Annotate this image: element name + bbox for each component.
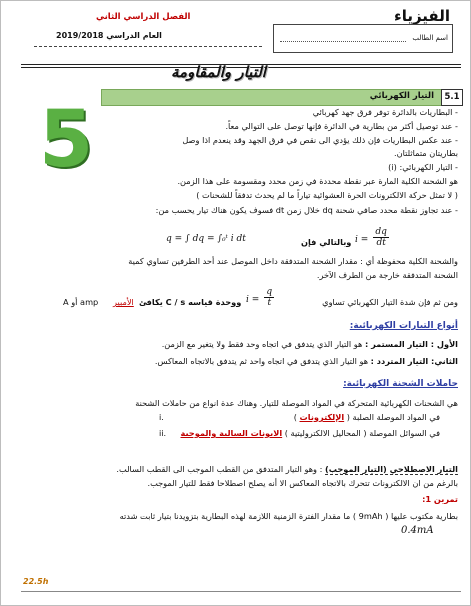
carrier-ii-num: ii. bbox=[159, 428, 167, 438]
ac-row bbox=[155, 356, 458, 366]
section-title: التيار الكهربائي bbox=[369, 91, 434, 101]
ampere-symbol: A أو amp bbox=[63, 297, 99, 307]
conventional-text2: بالرغم من ان الالكترونات تتحرك بالاتجاه المعاكس الا أنه يصلح اصطلاحا فقط للتيار الموجب. bbox=[147, 478, 458, 488]
ac-label: الثاني: التيار المتردد : bbox=[370, 356, 458, 366]
average-current-formula bbox=[246, 287, 274, 308]
carrier-ii-highlight: الايونات السالبة والموجبة bbox=[180, 428, 283, 438]
line-4: بطاريتان متماثلتان. bbox=[394, 148, 458, 158]
current-definition-formula bbox=[355, 227, 389, 248]
line-1: - البطاريات بالدائرة توفر فرق جهد كهربائي bbox=[312, 107, 458, 117]
chapter-title: التيار والمقاومة bbox=[171, 63, 266, 81]
line-10: والشحنة الكلية محفوظة أي : مقدار الشحنة المتدفقة داخل الموصل عند أحد الطرفين تساوي كمية bbox=[128, 256, 458, 266]
fraction-denominator: dt bbox=[376, 238, 386, 248]
current-fraction bbox=[373, 227, 389, 248]
avg-fraction bbox=[264, 287, 274, 308]
carrier-i-close: ) bbox=[293, 412, 297, 422]
carrier-ii-text: في السوائل الموصلة ( المحاليل الالكتروليتية ) bbox=[284, 428, 440, 438]
carrier-ii bbox=[181, 428, 441, 438]
student-name-label: اسم الطالب bbox=[412, 34, 448, 42]
avg-lhs: i = bbox=[246, 295, 260, 305]
carrier-i-num: i. bbox=[159, 412, 164, 422]
carrier-i-text: في المواد الموصلة الصلبة ( bbox=[346, 412, 440, 422]
ampere-word: الأمبير bbox=[113, 297, 134, 307]
line-11: الشحنة المتدفقة خارجة من الطرف الآخر. bbox=[316, 270, 458, 280]
carriers-intro: هي الشحنات الكهربائية المتحركة في المواد الموصلة للتيار. وهناك عدة انواع من حاملات الشحنة bbox=[135, 398, 458, 408]
line-5: - التيار الكهربائي: (i) bbox=[388, 162, 458, 172]
line-8: - عند تجاوز نقطة محدد صافي شحنة dq خلال زمن dt فسوف يكون هناك تيار يحسب من: bbox=[155, 205, 458, 215]
avg-numerator: q bbox=[266, 287, 273, 297]
carrier-i-highlight: الإلكترونات bbox=[299, 412, 345, 422]
student-name-box[interactable] bbox=[273, 24, 453, 53]
therefore-label: وبالتالي فإن bbox=[301, 237, 352, 247]
year-label: العام الدراسي 2019/2018 bbox=[56, 31, 162, 40]
chapter-number-graphic: 5 bbox=[39, 95, 94, 185]
line-3: - عند عكس البطاريات فإن ذلك يؤدي الى نقص في فرق الجهد وقد ينعدم اذا وصل bbox=[182, 135, 458, 145]
types-heading: أنواع التيارات الكهربائية: bbox=[349, 321, 458, 331]
line-12a: ومن ثم فإن شدة التيار الكهربائي تساوي bbox=[322, 297, 458, 307]
example-value: 0.4mA bbox=[401, 525, 434, 536]
line-6: هو الشحنة الكلية المارة عبر نقطة محددة في زمن محدد ومقسومة على هذا الزمن. bbox=[177, 176, 458, 186]
unit-text: ووحدة قياسه C / s يكافئ bbox=[139, 297, 242, 307]
student-name-field[interactable] bbox=[280, 41, 406, 42]
section-number: 5.1 bbox=[441, 89, 463, 106]
fraction-numerator: dq bbox=[375, 227, 387, 237]
example-text1: بطارية مكتوب عليها ( 9mAh ) ما مقدار الفترة الزمنية اللازمة لهذه البطارية بتزويدنا بتيار ثابت شدته bbox=[119, 511, 458, 521]
line-7: ( لا تمثل حركة الالكترونات الحرة العشوائية تياراً ما لم يحدث تدفقاً للشحنات ) bbox=[196, 190, 458, 200]
header-divider bbox=[34, 46, 262, 47]
footer-rule bbox=[21, 591, 461, 592]
carrier-i bbox=[294, 412, 440, 422]
example-label: تمرين 1: bbox=[422, 494, 458, 504]
conventional-row bbox=[116, 464, 458, 474]
current-lhs: i = bbox=[355, 235, 369, 245]
subject-title: الفيزياء bbox=[394, 7, 450, 25]
integral-formula: q = ∫ dq = ∫₀ᵗ i dt bbox=[166, 234, 246, 244]
dc-row bbox=[162, 339, 458, 349]
dc-text: هو التيار الذي يتدفق في اتجاه وحد فقط ولا يتغير مع الزمن. bbox=[161, 339, 363, 349]
term-label: الفصل الدراسي الثاني bbox=[96, 12, 191, 22]
conventional-text1: : وهو التيار المتدفق من القطب الموجب الى القطب السالب. bbox=[116, 464, 323, 474]
line-2: - عند توصيل أكثر من بطارية في الدائرة فإنها توصل على التوالي معاً. bbox=[225, 121, 458, 131]
conventional-label: التيار الاصطلاحي (التيار الموجب) bbox=[324, 464, 458, 474]
carriers-heading: حاملات الشحنة الكهربائية: bbox=[343, 379, 458, 389]
dc-label: الأول : التيار المستمر : bbox=[364, 339, 458, 349]
ac-text: هو التيار الذي يتدفق في اتجاه واحد ثم يتدفق بالاتجاه المعاكس. bbox=[154, 356, 369, 366]
page-footer: 22.5h bbox=[23, 577, 49, 586]
avg-denominator: t bbox=[267, 298, 272, 308]
